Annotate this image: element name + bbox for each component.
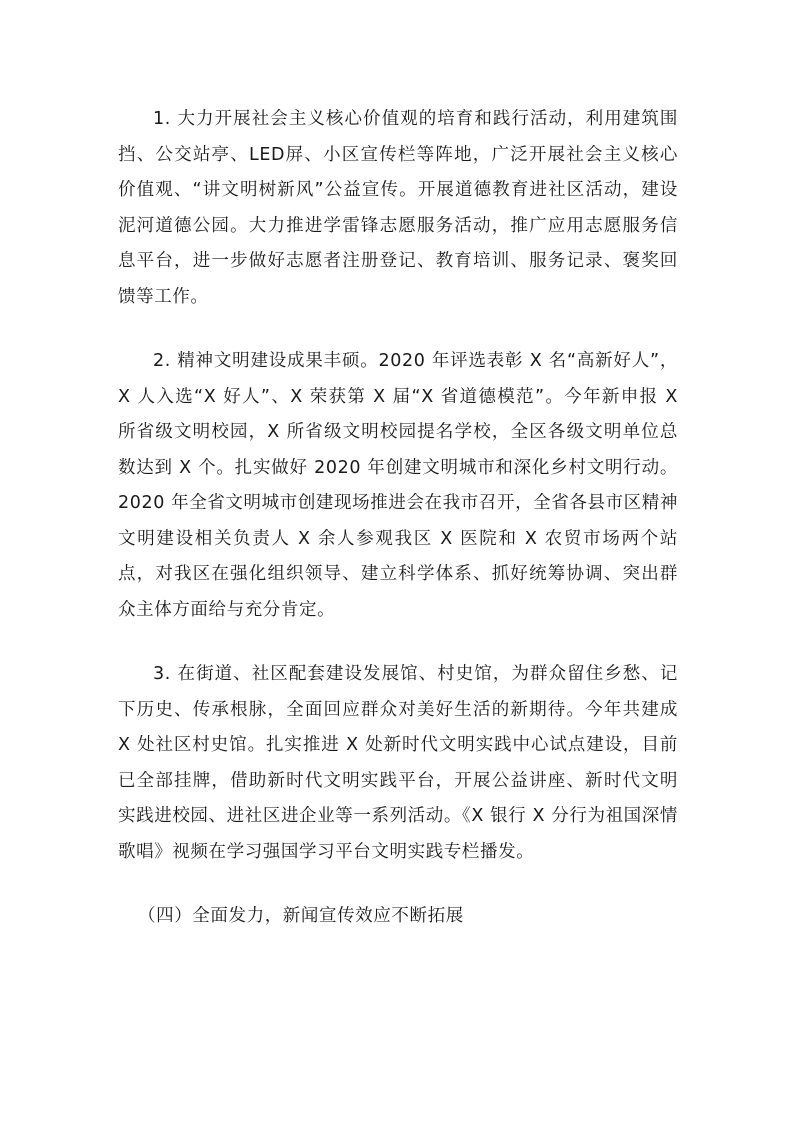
section-heading: （四）全面发力，新闻宣传效应不断拓展: [138, 906, 464, 926]
paragraph-1: 1. 大力开展社会主义核心价值观的培育和践行活动，利用建筑围挡、公交站亭、LED屏、小区宣传栏等阵地，广泛开展社会主义核心价值观、“讲文明树新风”公益宣传。开展道德教育进社区活动，建设泥河道德公园。大力推进学雷锋志愿服务活动，推广应用志愿服务信息平台，进一步做好志愿者注册登记、教育培训、服务记录、褒奖回馈等工作。: [118, 109, 678, 307]
paragraph-3: 3. 在街道、社区配套建设发展馆、村史馆，为群众留住乡愁、记下历史、传承根脉，全面回应群众对美好生活的新期待。今年共建成 X 处社区村史馆。扎实推进 X 处新时代文明实践中心试点建设，目前已全部挂牌，借助新时代文明实践平台，开展公益讲座、新时代文明实践进校园、进社区进企业等一系列活动。《X 银行 X 分行为祖国深情歌唱》视频在学习强国学习平台文明实践专栏播发。: [118, 664, 678, 862]
paragraph-2: 2. 精神文明建设成果丰硕。2020 年评选表彰 X 名“高新好人”，X 人入选“X 好人”、X 荣获第 X 届“X 省道德模范”。今年新申报 X 所省级文明校园，X 所省级文明校园提名学校，全区各级文明单位总数达到 X 个。扎实做好 2020 年创建文明城市和深化乡村文明行动。2020 年全省文明城市创建现场推进会在我市召开，全省各县市区精神文明建设相关负责人 X 余人参观我区 X 医院和 X 农贸市场两个站点，对我区在强化组织领导、建立科学体系、抓好统筹协调、突出群众主体方面给与充分肯定。: [118, 351, 678, 620]
document-body: [118, 102, 678, 935]
